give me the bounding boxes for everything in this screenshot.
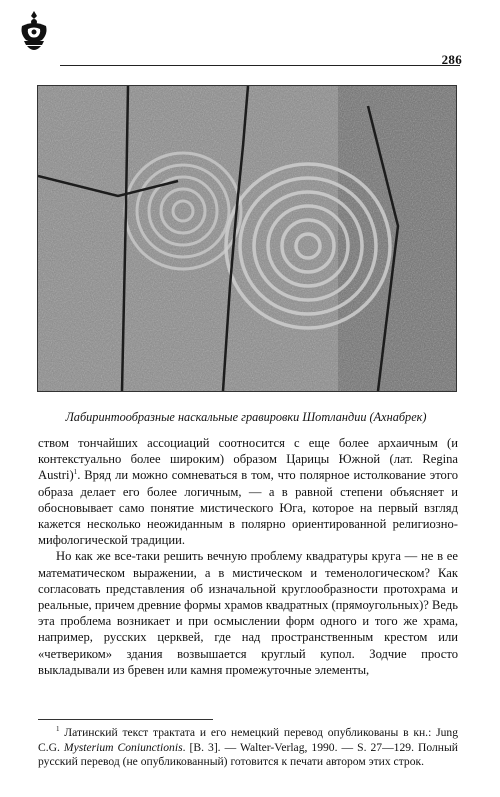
header-rule [60, 65, 460, 66]
footnote-rule [38, 719, 213, 720]
figure-caption: Лабиринтообразные наскальные гравировки Шотландии (Ахнабрек) [65, 410, 427, 424]
rock-carving-photo [37, 85, 457, 392]
footnote-number: 1 [56, 725, 60, 734]
footnote: $^1$ Латинский текст трактата и его немецкий перевод опубликованы в кн.: Jung C.G. Mysterium Coniunctionis. [B. 3]. — Walter-Verlag, 1990. — S. 27—129. Полный русский перевод (не опубликованный) готовится к печати автором этих строк. [38, 725, 458, 769]
paragraph-2: Но как же все-таки решить вечную проблему квадратуры круга — не в ее математическом выражении, а в мистическом и теменологическом? Как согласовать представления об изначальной круглообразности протохрама и реальные, причем древние формы храмов квадратных (прямоугольных)? Ведь эта проблема возникает и при осмыслении форм одного и того же храма, например, русских церквей, где над пространственным крестом или «четвериком» здания возвышается круглый купол. Зодчие просто выкладывали из бревен или камня промежуточные элементы, [38, 549, 458, 677]
body-text [38, 435, 458, 678]
page-number: 286 [441, 52, 462, 67]
footnote-ref[interactable]: 1 [73, 468, 78, 477]
ornament-emblem-icon [18, 10, 50, 54]
paragraph-1: ством тончайших ассоциаций соотносится с еще более архаичным (и контекстуально более широким) образом Царицы Южной (лат. Regina Austri)$^1$. Вряд ли можно сомневаться в том, что полярное истолкование этого образа делает его более логичным, — а в равной степени объясняет и обосновывает само понятие мистического Юга, которое на первый взгляд кажется несколько неожиданным в полярно ориентированной религиозно-мифологической традиции. [38, 436, 458, 548]
